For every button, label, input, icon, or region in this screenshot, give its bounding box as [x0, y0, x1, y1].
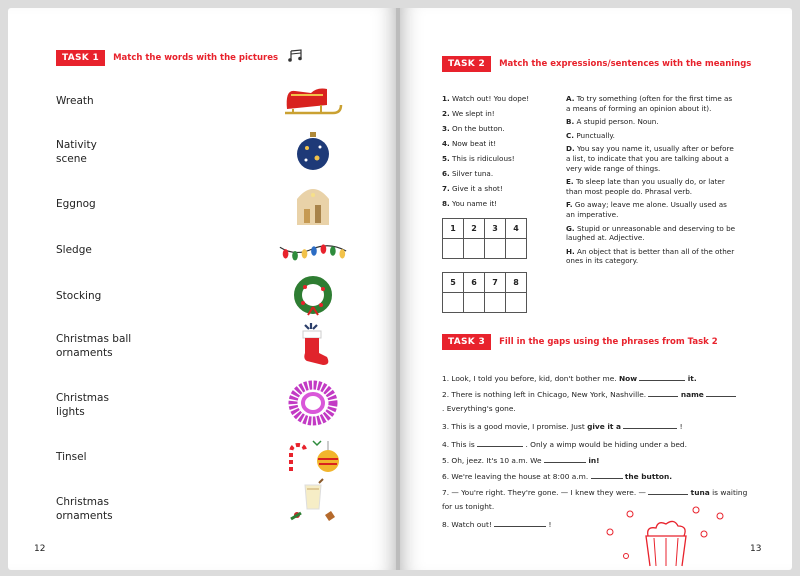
answer-cell[interactable]	[464, 293, 485, 313]
meaning-item: A. To try something (often for the first time as a means of forming an opinion about it).	[566, 94, 733, 113]
gap[interactable]	[477, 438, 523, 447]
sentence-2: 2. There is nothing left in Chicago, New York, Nashville. name	[442, 388, 736, 400]
expression-item: 5. This is ridiculous!	[442, 154, 515, 163]
tinsel-icon	[278, 382, 348, 424]
grid-header-cell: 5	[443, 273, 464, 293]
popcorn-icon	[596, 504, 736, 574]
meaning-item: E. To sleep late than you usually do, or later than most people do. Phrasal verb.	[566, 177, 725, 196]
answer-cell[interactable]	[485, 293, 506, 313]
gap[interactable]	[706, 388, 736, 397]
task1-badge: TASK 1	[56, 50, 105, 66]
lights-icon	[278, 230, 348, 272]
left-page	[8, 8, 396, 570]
answer-cell[interactable]	[443, 239, 464, 259]
word-nativity-scene: Nativity scene	[56, 139, 97, 165]
meaning-item: B. A stupid person. Noun.	[566, 117, 659, 127]
music-notes-icon	[288, 48, 304, 67]
word-christmas-lights: Christmas lights	[56, 392, 109, 418]
answer-cell[interactable]	[506, 293, 527, 313]
meaning-item: D. You say you name it, usually after or before a list, to indicate that you are talking about a very wide range of things.	[566, 144, 734, 173]
task2-title: Match the expressions/sentences with the meanings	[499, 59, 752, 69]
word-stocking: Stocking	[56, 290, 102, 302]
gap[interactable]	[494, 518, 546, 527]
answer-grid-2	[442, 272, 527, 313]
sentence-8: 8. Watch out! !	[442, 520, 552, 529]
word-sledge: Sledge	[56, 244, 92, 256]
task2-meanings	[566, 94, 766, 270]
sentence-7: 7. — You're right. They're gone. — I knew they were. — tuna is waiting	[442, 488, 748, 497]
sentence-6: 6. We're leaving the house at 8:00 a.m. the button.	[442, 472, 673, 481]
wreath-icon	[278, 274, 348, 316]
nativity-icon	[278, 184, 348, 226]
meaning-item: H. An object that is better than all of the other ones in its category.	[566, 246, 735, 266]
page-number-right: 13	[750, 544, 762, 554]
word-wreath: Wreath	[56, 95, 94, 107]
answer-cell[interactable]	[506, 239, 527, 259]
gap[interactable]	[648, 388, 678, 397]
bauble-icon	[278, 130, 348, 172]
grid-header-cell: 8	[506, 273, 527, 293]
word-christmas-ball-ornaments: Christmas ball ornaments	[56, 333, 132, 359]
expression-item: 2. We slept in!	[442, 109, 495, 118]
task1-header	[56, 48, 304, 67]
expression-item: 7. Give it a shot!	[442, 184, 503, 193]
word-eggnog: Eggnog	[56, 198, 96, 210]
expression-item: 4. Now beat it!	[442, 139, 497, 148]
sentence-1: 1. Look, I told you before, kid, don't bother me. Now it.	[442, 374, 697, 383]
task2-header	[442, 56, 751, 72]
grid-header-cell: 2	[464, 219, 485, 239]
eggnog-icon	[278, 480, 348, 522]
task3-badge: TASK 3	[442, 334, 491, 350]
gap[interactable]	[544, 454, 586, 463]
grid-header-cell: 3	[485, 219, 506, 239]
meaning-item: F. Go away; leave me alone. Usually used as an imperative.	[566, 200, 727, 219]
sentence-7-cont: for us tonight.	[442, 502, 495, 511]
task3-title: Fill in the gaps using the phrases from Task 2	[499, 337, 718, 347]
sentence-2-cont: . Everything's gone.	[442, 404, 516, 413]
right-page	[400, 8, 792, 570]
page-number-left: 12	[34, 544, 46, 554]
task2-expressions	[442, 94, 562, 214]
stocking-icon	[278, 324, 348, 366]
task1-title: Match the words with the pictures	[113, 52, 279, 63]
grid-header-cell: 6	[464, 273, 485, 293]
grid-header-cell: 4	[506, 219, 527, 239]
answer-cell[interactable]	[464, 239, 485, 259]
answer-cell[interactable]	[443, 293, 464, 313]
word-tinsel: Tinsel	[56, 451, 87, 463]
grid-header-cell: 1	[443, 219, 464, 239]
expression-item: 6. Silver tuna.	[442, 169, 494, 178]
meaning-item: C. Punctually.	[566, 130, 615, 140]
sentence-5: 5. Oh, jeez. It's 10 a.m. We in!	[442, 456, 600, 465]
word-christmas-ornaments: Christmas ornaments	[56, 496, 113, 522]
meaning-item: G. Stupid or unreasonable and deserving to be laughed at. Adjective.	[566, 223, 736, 243]
gap[interactable]	[648, 486, 688, 495]
expression-item: 8. You name it!	[442, 199, 498, 208]
answer-grid-1	[442, 218, 527, 259]
expression-item: 1. Watch out! You dope!	[442, 94, 530, 103]
sentence-4: 4. This is . Only a wimp would be hiding under a bed.	[442, 440, 687, 449]
gap[interactable]	[591, 470, 623, 479]
expression-item: 3. On the button.	[442, 124, 505, 133]
gap[interactable]	[639, 372, 685, 381]
sleigh-icon	[278, 80, 348, 122]
gap[interactable]	[623, 420, 677, 429]
answer-cell[interactable]	[485, 239, 506, 259]
task2-badge: TASK 2	[442, 56, 491, 72]
grid-header-cell: 7	[485, 273, 506, 293]
ornaments-icon	[278, 436, 348, 478]
task3-header	[442, 334, 718, 350]
sentence-3: 3. This is a good movie, I promise. Just give it a !	[442, 422, 683, 431]
